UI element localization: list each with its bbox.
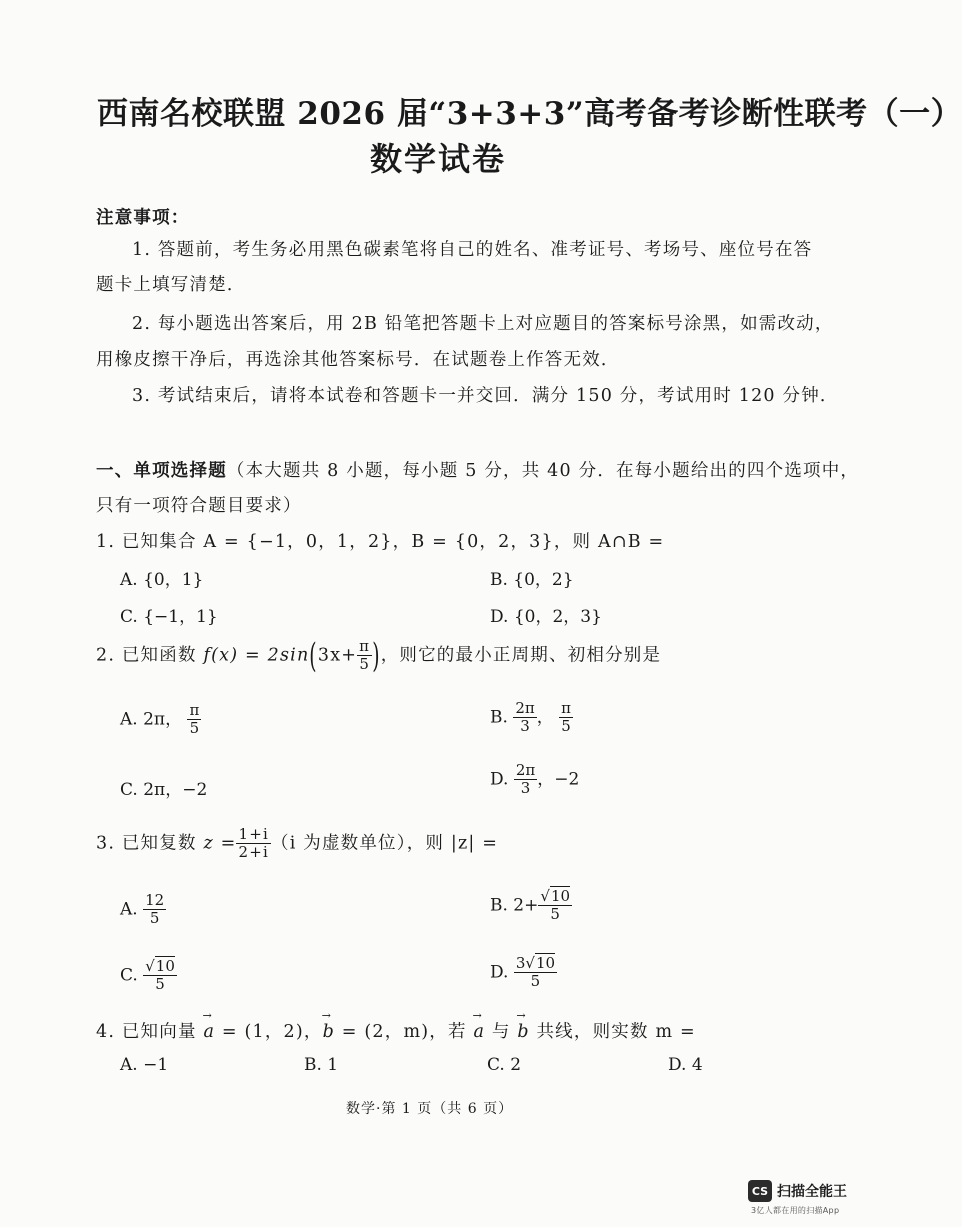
question-1-option-b: B. {0，2} xyxy=(490,570,574,590)
question-2-option-b: B. $\frac{2\pi}{3}$ ， $\frac{\pi}{5}$ xyxy=(490,699,571,736)
question-1-stem: 1. 已知集合 A = {−1，0，1，2}，B = {0，2，3}，则 A∩B = xyxy=(96,532,665,552)
section-desc-2: 只有一项符合题目要求） xyxy=(96,496,302,516)
question-3-option-c: C. $\frac{√10}{5}$ xyxy=(120,957,175,994)
scanner-logo-icon: CS xyxy=(748,1180,772,1202)
question-4-option-c: C. 2 xyxy=(487,1055,522,1075)
question-3-option-b: B. 2+ $\frac{√10}{5}$ xyxy=(490,887,571,924)
question-1-option-d: D. {0，2，3} xyxy=(490,607,602,627)
notice-item-2-line-1: 2. 每小题选出答案后，用 2B 铅笔把答题卡上对应题目的答案标号涂黑，如需改动， xyxy=(132,314,834,334)
notice-item-1-line-2: 题卡上填写清楚． xyxy=(96,275,246,295)
scanner-app-name: 扫描全能王 xyxy=(777,1184,847,1200)
scanner-watermark xyxy=(748,1180,858,1220)
question-2-option-c: C. 2π，−2 xyxy=(120,780,208,800)
question-4-stem: 4. 已知向量 → a = (1，2)，→ b = (2，m)，若 → a 与 → b 共线，则实数 m = xyxy=(96,1018,696,1043)
question-1-option-c: C. {−1，1} xyxy=(120,607,218,627)
question-4-option-b: B. 1 xyxy=(304,1055,339,1075)
notice-item-1-line-1: 1. 答题前，考生务必用黑色碳素笔将自己的姓名、准考证号、考场号、座位号在答 xyxy=(132,240,813,260)
question-2-option-a: A. 2π， $\frac{\pi}{5}$ xyxy=(120,701,200,738)
question-4-option-a: A. −1 xyxy=(120,1055,169,1075)
section-title: 一、单项选择题 xyxy=(96,461,227,481)
question-1-option-a: A. {0，1} xyxy=(120,570,204,590)
pi-over-5-fraction: $\frac{\pi}{5}$ xyxy=(359,637,371,674)
notice-heading: 注意事项： xyxy=(96,208,190,228)
notice-item-3: 3. 考试结束后，请将本试卷和答题卡一并交回．满分 150 分，考试用时 120 分钟． xyxy=(132,386,839,406)
exam-title: 西南名校联盟 2026 届“3+3+3”高考备考诊断性联考（一） xyxy=(97,96,962,132)
exam-subtitle: 数学试卷 xyxy=(370,140,507,178)
notice-item-2-line-2: 用橡皮擦干净后，再选涂其他答案标号．在试题卷上作答无效． xyxy=(96,350,620,370)
question-2-option-d: D. $\frac{2\pi}{3}$ ，−2 xyxy=(490,761,580,798)
question-3-stem: 3. 已知复数 z = $\frac{1+i}{2+i}$ （i 为虚数单位），则 |z| = xyxy=(96,825,499,862)
complex-fraction: $\frac{1+i}{2+i}$ xyxy=(238,825,269,862)
scanner-tagline: 3亿人都在用的扫描App xyxy=(751,1206,840,1215)
section-desc-1: （本大题共 8 小题，每小题 5 分，共 40 分．在每小题给出的四个选项中， xyxy=(226,461,860,481)
question-3-option-d: D. $\frac{3√10}{5}$ xyxy=(490,954,556,991)
question-2-stem: 2. 已知函数 f(x) = 2sin(3x+ $\frac{\pi}{5}$ )，则它的最小正周期、初相分别是 xyxy=(96,635,662,676)
page-footer: 数学·第 1 页（共 6 页） xyxy=(346,1101,514,1117)
question-3-option-a: A. $\frac{12}{5}$ xyxy=(120,891,165,928)
question-4-option-d: D. 4 xyxy=(668,1055,703,1075)
section-header-line-1 xyxy=(96,457,859,482)
